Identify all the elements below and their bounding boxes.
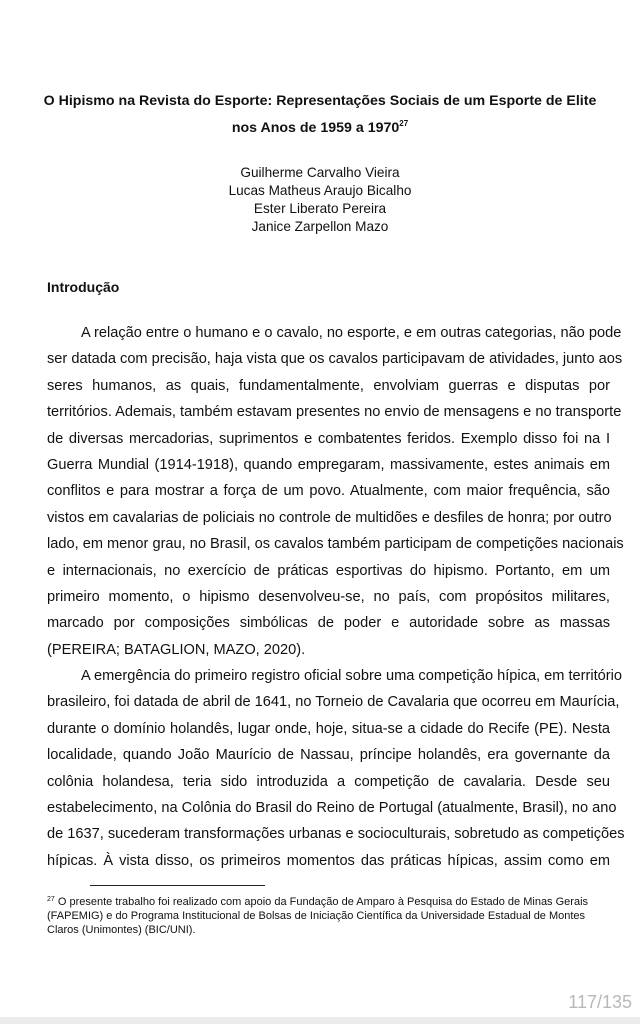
text-line: (PEREIRA; BATAGLION, MAZO, 2020).: [47, 641, 306, 658]
author: Ester Liberato Pereira: [253, 201, 387, 216]
author-list: [0, 164, 640, 236]
text-line: vistos em cavalarias de policiais no controle de multidões e desfiles de honra; por outro: [47, 509, 612, 526]
text-line: de diversas mercadorias, suprimentos e combatentes feridos. Exemplo disso foi na I: [47, 430, 610, 447]
page-indicator: 117/135: [568, 992, 632, 1012]
text-line: seres humanos, as quais, fundamentalmente, envolviam guerras e disputas por: [47, 377, 610, 394]
author: Guilherme Carvalho Vieira: [240, 165, 400, 180]
text-line: primeiro momento, o hipismo desenvolveu-se, no país, com propósitos militares,: [47, 588, 610, 605]
text-line: colônia holandesa, teria sido introduzida a competição de cavalaria. Desde seu: [47, 773, 610, 790]
footnote-divider: [90, 885, 265, 886]
document-title-line-1: O Hipismo na Revista do Esporte: Representações Sociais de um Esporte de Elite: [43, 93, 597, 109]
text-line: Guerra Mundial (1914-1918), quando empregaram, massivamente, estes animais em: [47, 456, 610, 473]
text-line: de 1637, sucederam transformações urbanas e socioculturais, sobretudo as competições: [47, 826, 625, 843]
text-line: marcado por composições simbólicas de poder e autoridade sobre as massas: [47, 615, 610, 632]
title-text: nos Anos de 1959 a 1970: [231, 120, 400, 136]
text-line: territórios. Ademais, também estavam presentes no envio de mensagens e no transporte: [47, 404, 622, 421]
bottom-bar: [0, 1017, 640, 1024]
text-line: estabelecimento, na Colônia do Brasil do Reino de Portugal (atualmente, Brasil), no ano: [47, 800, 617, 817]
text-line: ser datada com precisão, haja vista que os cavalos participavam de atividades, junto aos: [47, 351, 623, 368]
section-heading: Introdução: [47, 279, 120, 295]
text-line: A relação entre o humano e o cavalo, no esporte, e em outras categorias, não pode: [81, 325, 622, 341]
footnote-number: 27: [47, 896, 55, 903]
paragraph: [47, 665, 625, 876]
text-line: conflitos e para mostrar a força de um povo. Atualmente, com maior frequência, são: [47, 483, 610, 500]
text-line: brasileiro, foi datada de abril de 1641, no Torneio de Cavalaria que ocorreu em Maurícia,: [47, 694, 620, 711]
footnote-text: O presente trabalho foi realizado com apoio da Fundação de Amparo à Pesquisa do Estado de Minas Gerais (FAPEMIG) e do Programa Institucional de Bolsas de Iniciação Científica da Universidade Estadual de Montes Claros (Unimontes) (BIC/UNI).: [47, 896, 589, 936]
footnote-reference: 27: [399, 119, 409, 128]
paragraph: [47, 322, 624, 665]
text-line: e internacionais, no exercício de práticas esportivas do hipismo. Portanto, em um: [47, 562, 610, 579]
text-line: localidade, quando João Maurício de Nassau, príncipe holandês, era governante da: [47, 747, 610, 764]
text-line: durante o domínio holandês, lugar onde, hoje, situa-se a cidade do Recife (PE). Nesta: [47, 720, 610, 737]
body-text: [47, 322, 625, 876]
author: Janice Zarpellon Mazo: [251, 219, 389, 234]
text-line: hípicas. À vista disso, os primeiros momentos das práticas hípicas, assim como em: [47, 852, 610, 869]
text-line: A emergência do primeiro registro oficial sobre uma competição hípica, em território: [81, 668, 623, 685]
author: Lucas Matheus Araujo Bicalho: [228, 183, 412, 198]
document-title-line-2: [0, 119, 640, 136]
text-line: lado, em menor grau, no Brasil, os cavalos também participam de competições nacionais: [47, 536, 624, 553]
footnote: [47, 893, 612, 937]
